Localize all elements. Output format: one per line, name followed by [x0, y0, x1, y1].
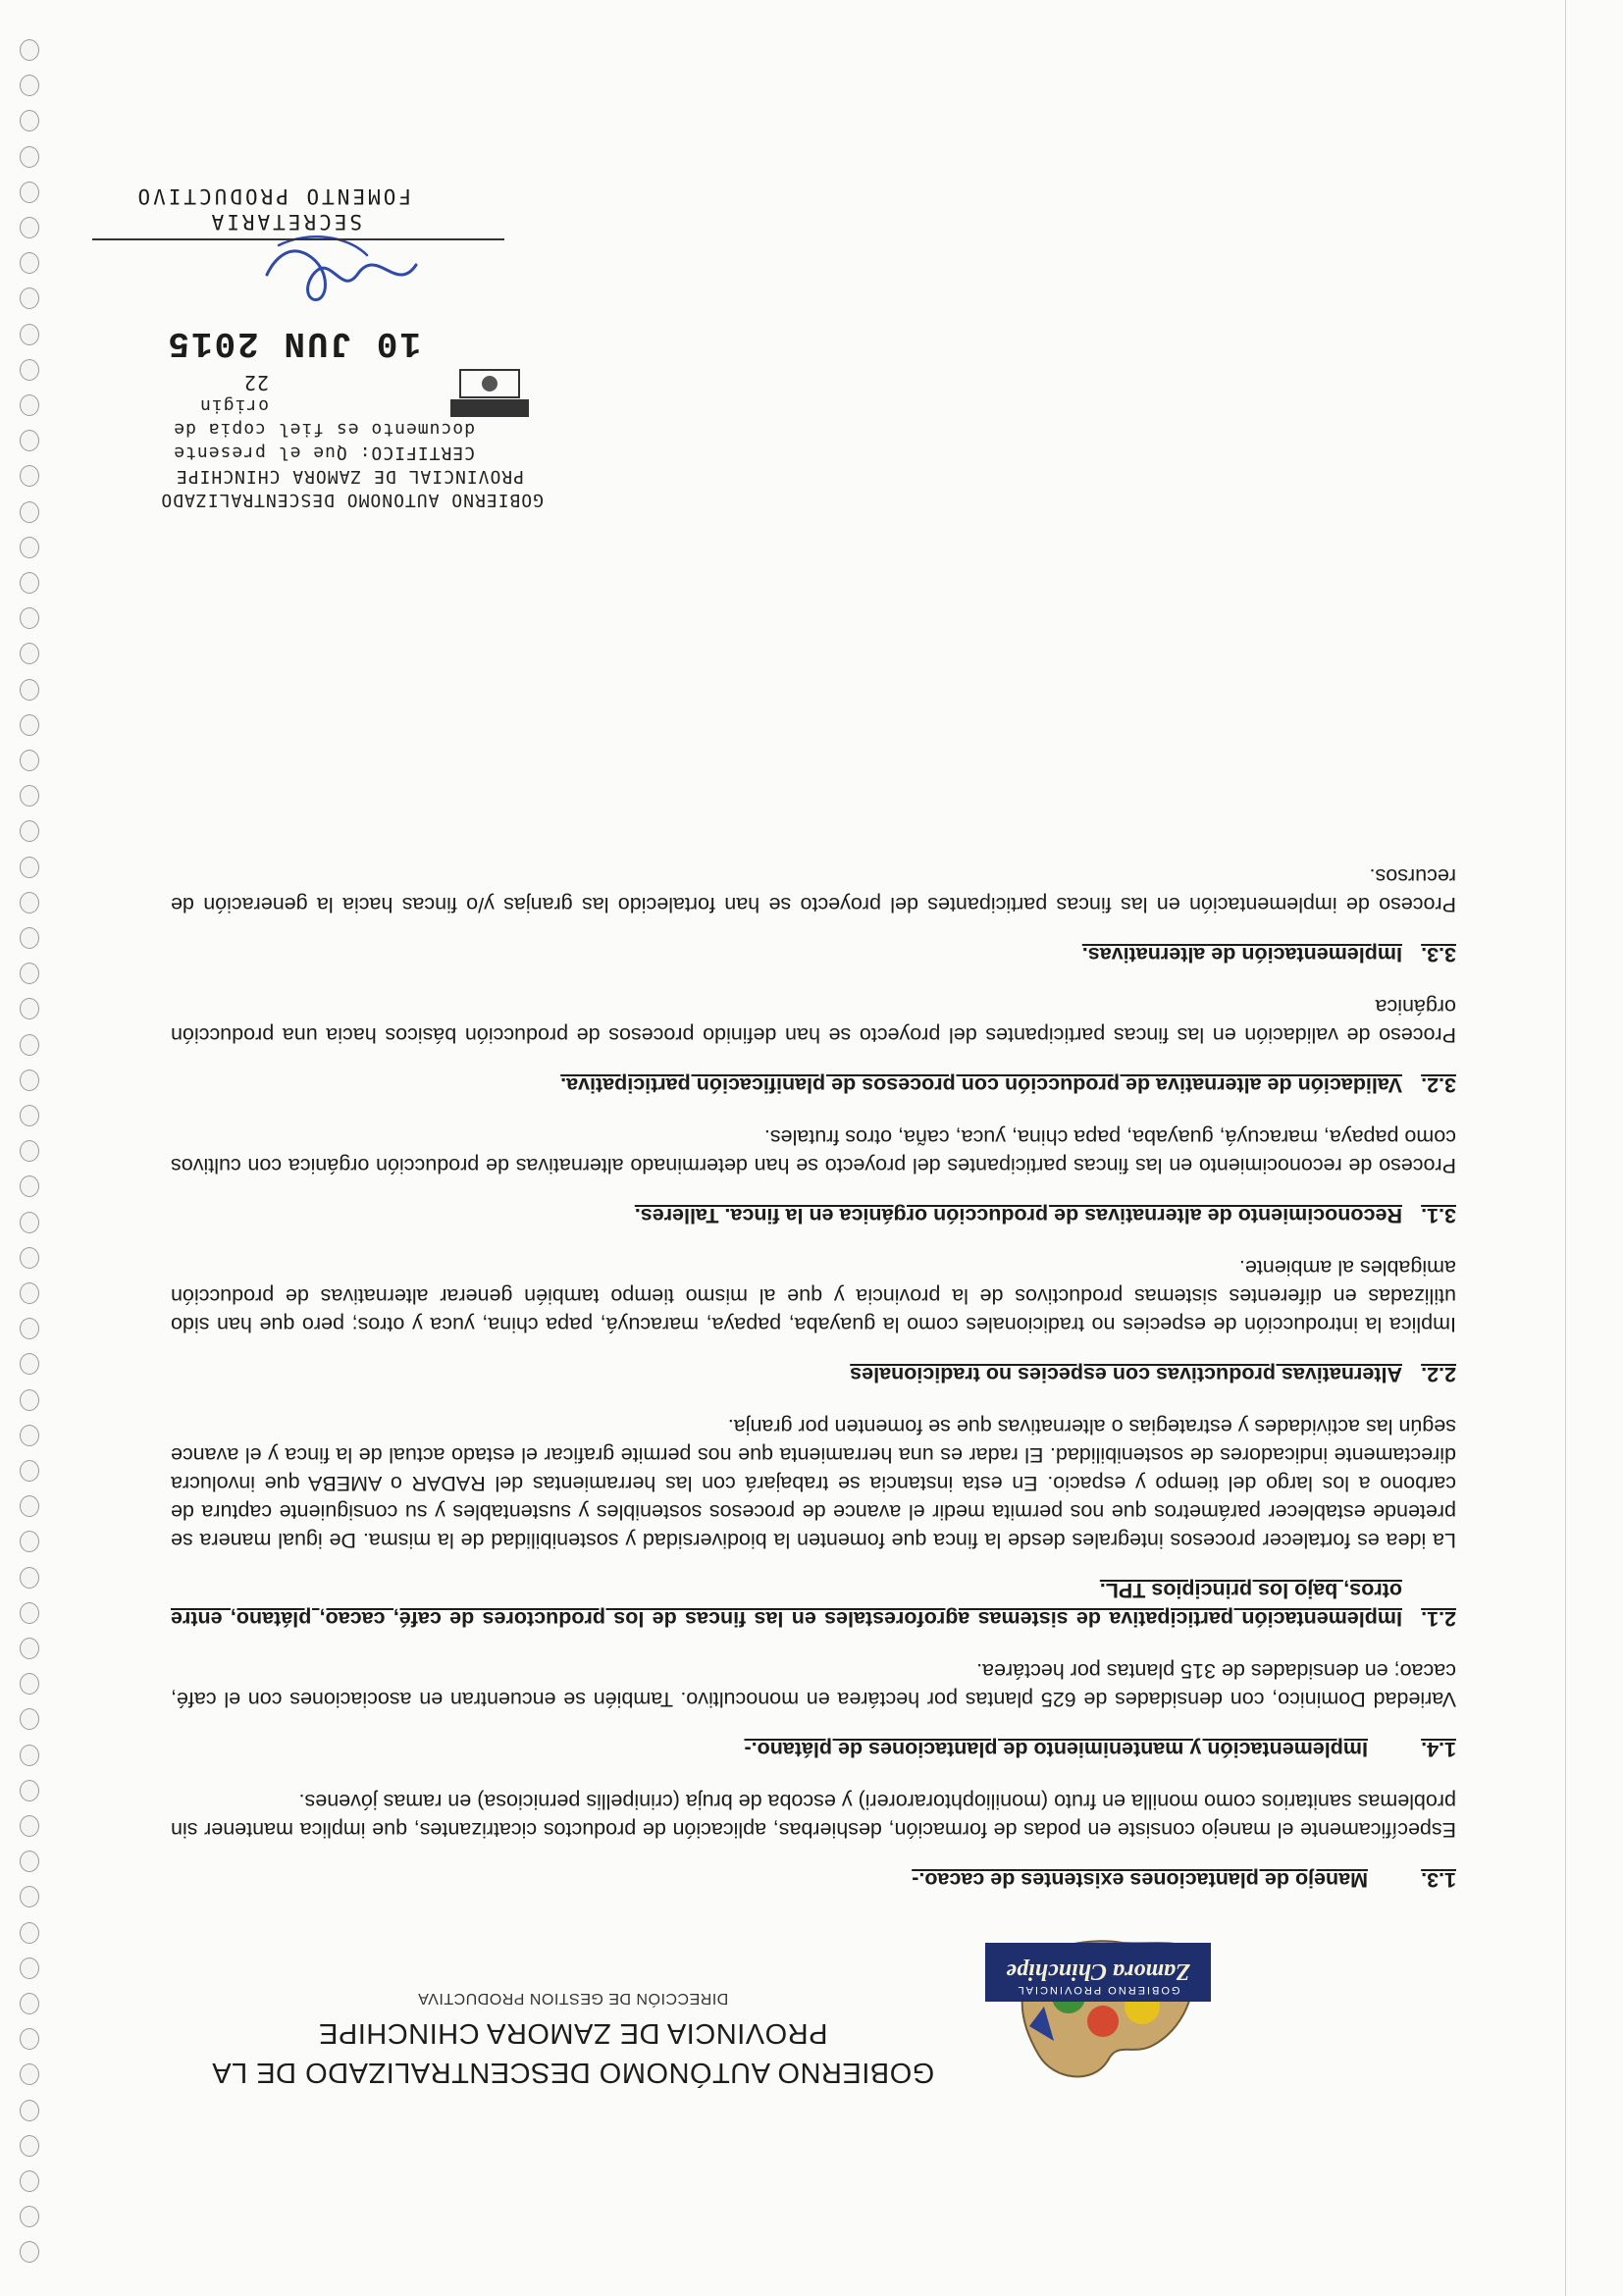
section-number: 3.2.: [1421, 1073, 1456, 1097]
section-heading: [171, 1735, 1456, 1763]
header-title-line2: PROVINCIA DE ZAMORA CHINCHIPE: [318, 2017, 828, 2049]
section-title: Alternativas productivas con especies no tradicionales: [850, 1363, 1402, 1386]
section-body: Específicamente el manejo consiste en podas de formación, deshierbas, aplicación de productos cicatrizantes, que implica mantener sin problemas sanitarios como monilla en fruto (moniliophtoraroreri) y escoba de bruja (crinipellis perniciosa) en ramas jóvenes.: [171, 1790, 1456, 1842]
document-body: [171, 838, 1456, 1894]
section-number: 2.2.: [1421, 1363, 1456, 1386]
stamp-line-2: PROVINCIAL DE ZAMORA CHINCHIPE: [175, 466, 524, 487]
section-title: Reconocimiento de alternativas de producción orgánica en la finca. Talleres.: [634, 1204, 1402, 1227]
stamp-office-2: FOMENTO PRODUCTIVO: [134, 184, 411, 208]
stamp-rule: [92, 238, 504, 240]
stamp-seal-icon: [445, 363, 534, 422]
stamp-office-1: SECRETARIA: [208, 210, 362, 234]
section-number: 1.4.: [1421, 1738, 1456, 1761]
section-title: Implementación participativa de sistemas agroforestales en las fincas de los productores de café, cacao, plátano, entre otros, bajo los principios TPL.: [171, 1579, 1402, 1631]
section-body: Proceso de reconocimiento en las fincas participantes del proyecto se han determinado alternativas de producción orgánica con cultivos como papaya, maracuyá, guayaba, papa china, yuca, caña, otros frutales.: [171, 1125, 1456, 1177]
section-title: Manejo de plantaciones existentes de cacao.-: [912, 1868, 1368, 1892]
section-3-3: [171, 861, 1456, 968]
section-heading: [171, 1576, 1456, 1633]
logo-banner-name: Zamora Chinchipe: [1006, 1958, 1190, 1984]
section-number: 3.3.: [1421, 943, 1456, 966]
section-2-1: [171, 1412, 1456, 1633]
section-3-2: [171, 992, 1456, 1099]
stamp-page-number: 22: [242, 371, 269, 394]
section-body: La idea es fortalecer procesos integrales desde la finca que fomenten la biodiversidad y sostenibilidad de la misma. De igual manera se pretende establecer parámetros que nos permita medir el avance de procesos sostenibles y sustentables y su consiguiente captura de carbono a los largo del tiempo y espacio. En esta instancia se trabajará con las herramientas del RADAR o AMEBA que involucra directamente indicadores de sostenibilidad. El radar es una herramienta que nos permite graficar el estado actual de la finca y el avance según las actividades y estrategias o alternativas que se fomenten por granja.: [171, 1415, 1456, 1552]
section-2-2: [171, 1253, 1456, 1388]
stamp-line-1: GOBIERNO AUTONOMO DESCENTRALIZADO: [160, 490, 544, 510]
logo-banner-top: GOBIERNO PROVINCIAL: [1016, 1984, 1180, 1996]
stamp-line-4: documento es fiel copia de: [173, 419, 475, 440]
section-title: Implementación y mantenimiento de plantaciones de plátano.-: [744, 1738, 1368, 1761]
section-heading: [171, 1865, 1456, 1894]
section-title: Validación de alternativa de producción con procesos de planificación participativa.: [560, 1073, 1402, 1097]
stamp-line-3: CERTIFICO: Que el presente: [173, 443, 475, 463]
page-edge-line: [1565, 0, 1566, 2296]
section-number: 2.1.: [1421, 1607, 1456, 1631]
section-number: 1.3.: [1421, 1868, 1456, 1892]
section-1-4: [171, 1656, 1456, 1763]
section-heading: [171, 940, 1456, 968]
section-body: Proceso de validación en las fincas participantes del proyecto se han definido procesos de producción básicos hacia una producción orgánica: [171, 995, 1456, 1047]
section-title: Implementación de alternativas.: [1081, 943, 1402, 966]
section-1-3: [171, 1787, 1456, 1894]
certification-stamp: [92, 137, 563, 510]
section-body: Variedad Dominico, con densidades de 625 plantas por hectárea en monocultivo. También se encuentran en asociaciones con el café, cacao; en densidades de 315 plantas por hectárea.: [171, 1659, 1456, 1711]
section-body: Implica la introducción de especies no tradicionales como la guayaba, papaya, maracuyá, papa china, yuca y otros; pero que han sido utilizadas en diferentes sistemas productivos de la provincia y que al mismo tiempo también generar alternativas de producción amigables al ambiente.: [171, 1256, 1456, 1336]
section-heading: [171, 1201, 1456, 1229]
logo-banner: [985, 1943, 1211, 2002]
section-3-1: [171, 1122, 1456, 1229]
stamp-line-5: origin: [198, 395, 269, 416]
header-title-line1: GOBIERNO AUTÓNOMO DESCENTRALIZADO DE LA: [211, 2057, 935, 2088]
stamp-date: 10 JUN 2015: [166, 323, 421, 363]
header-department: DIRECCIÓN DE GESTION PRODUCTIVA: [417, 1990, 729, 2007]
section-heading: [171, 1070, 1456, 1099]
section-body: Proceso de implementación en las fincas participantes del proyecto se han fortalecido las granjas y/o fincas hacia la generación de recursos.: [171, 864, 1456, 916]
section-number: 3.1.: [1421, 1204, 1456, 1227]
section-heading: [171, 1360, 1456, 1388]
header-title: [171, 2013, 975, 2092]
